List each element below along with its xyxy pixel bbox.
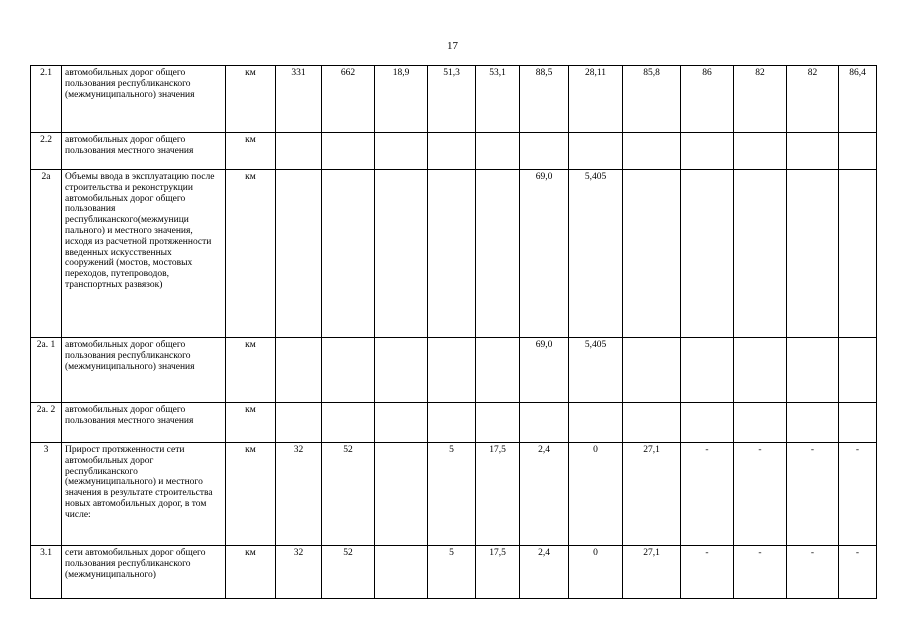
- value-cell: [787, 170, 839, 338]
- row-number-cell: 2а. 2: [31, 403, 62, 443]
- row-unit-cell: км: [226, 443, 276, 546]
- value-cell: 18,9: [375, 66, 428, 133]
- table-row: [31, 170, 877, 338]
- row-number-cell: 2.2: [31, 133, 62, 170]
- row-unit-cell: км: [226, 403, 276, 443]
- value-cell: [681, 338, 734, 403]
- value-cell: 82: [787, 66, 839, 133]
- value-cell: 53,1: [476, 66, 520, 133]
- value-cell: [520, 403, 569, 443]
- value-cell: [623, 170, 681, 338]
- value-cell: [734, 170, 787, 338]
- row-unit-cell: км: [226, 133, 276, 170]
- value-cell: [476, 338, 520, 403]
- value-cell: 0: [569, 443, 623, 546]
- value-cell: 5: [428, 443, 476, 546]
- value-cell: 662: [322, 66, 375, 133]
- value-cell: -: [681, 546, 734, 599]
- value-cell: [322, 403, 375, 443]
- value-cell: [276, 403, 322, 443]
- value-cell: 82: [734, 66, 787, 133]
- value-cell: [375, 170, 428, 338]
- value-cell: [734, 403, 787, 443]
- row-number-cell: 2а: [31, 170, 62, 338]
- row-unit-cell: км: [226, 170, 276, 338]
- value-cell: [623, 338, 681, 403]
- value-cell: [681, 170, 734, 338]
- value-cell: [428, 338, 476, 403]
- value-cell: -: [839, 443, 877, 546]
- value-cell: [569, 133, 623, 170]
- value-cell: [734, 338, 787, 403]
- value-cell: [476, 170, 520, 338]
- value-cell: [569, 403, 623, 443]
- value-cell: [623, 133, 681, 170]
- value-cell: 5,405: [569, 338, 623, 403]
- row-description-cell: сети автомобильных дорог общего пользования республиканского (межмуниципального): [62, 546, 226, 599]
- value-cell: [681, 133, 734, 170]
- row-description-cell: автомобильных дорог общего пользования местного значения: [62, 403, 226, 443]
- row-unit-cell: км: [226, 338, 276, 403]
- value-cell: 52: [322, 546, 375, 599]
- value-cell: 2,4: [520, 546, 569, 599]
- value-cell: -: [787, 443, 839, 546]
- value-cell: [476, 403, 520, 443]
- table-row: [31, 66, 877, 133]
- row-number-cell: 3.1: [31, 546, 62, 599]
- value-cell: [787, 403, 839, 443]
- value-cell: [476, 133, 520, 170]
- row-description-cell: автомобильных дорог общего пользования республиканского (межмуниципального) значения: [62, 66, 226, 133]
- table-row: [31, 546, 877, 599]
- value-cell: 86,4: [839, 66, 877, 133]
- data-table: [30, 65, 877, 599]
- value-cell: 69,0: [520, 170, 569, 338]
- value-cell: [623, 403, 681, 443]
- value-cell: -: [734, 443, 787, 546]
- value-cell: 5: [428, 546, 476, 599]
- table-row: [31, 133, 877, 170]
- value-cell: 69,0: [520, 338, 569, 403]
- value-cell: [787, 338, 839, 403]
- value-cell: 331: [276, 66, 322, 133]
- value-cell: [375, 338, 428, 403]
- row-number-cell: 2.1: [31, 66, 62, 133]
- value-cell: [839, 170, 877, 338]
- row-unit-cell: км: [226, 66, 276, 133]
- value-cell: -: [681, 443, 734, 546]
- value-cell: [428, 403, 476, 443]
- value-cell: 86: [681, 66, 734, 133]
- value-cell: [734, 133, 787, 170]
- value-cell: -: [734, 546, 787, 599]
- value-cell: 32: [276, 546, 322, 599]
- value-cell: -: [839, 546, 877, 599]
- value-cell: [787, 133, 839, 170]
- page-number: 17: [447, 40, 458, 52]
- value-cell: [839, 338, 877, 403]
- value-cell: [322, 170, 375, 338]
- value-cell: [839, 133, 877, 170]
- value-cell: [681, 403, 734, 443]
- value-cell: 28,11: [569, 66, 623, 133]
- row-description-cell: автомобильных дорог общего пользования республиканского (межмуниципального) значения: [62, 338, 226, 403]
- value-cell: [375, 403, 428, 443]
- value-cell: [520, 133, 569, 170]
- value-cell: 52: [322, 443, 375, 546]
- value-cell: [428, 170, 476, 338]
- value-cell: [375, 443, 428, 546]
- value-cell: [276, 170, 322, 338]
- value-cell: [839, 403, 877, 443]
- value-cell: 88,5: [520, 66, 569, 133]
- table-row: [31, 443, 877, 546]
- value-cell: [428, 133, 476, 170]
- value-cell: 27,1: [623, 443, 681, 546]
- value-cell: 5,405: [569, 170, 623, 338]
- row-description-cell: Прирост протяженности сети автомобильных дорог республиканского (межмуниципального) и местного значения в результате строительства новых автомобильных дорог, в том числе:: [62, 443, 226, 546]
- value-cell: 32: [276, 443, 322, 546]
- value-cell: 17,5: [476, 443, 520, 546]
- row-unit-cell: км: [226, 546, 276, 599]
- value-cell: 85,8: [623, 66, 681, 133]
- value-cell: [375, 133, 428, 170]
- value-cell: 2,4: [520, 443, 569, 546]
- value-cell: 0: [569, 546, 623, 599]
- row-description-cell: автомобильных дорог общего пользования местного значения: [62, 133, 226, 170]
- table-row: [31, 338, 877, 403]
- value-cell: [322, 133, 375, 170]
- row-description-cell: Объемы ввода в эксплуатацию после строительства и реконструкции автомобильных дорог общего пользования республиканского(межмуници пального) и местного значения, исходя из расчетной протяженности введенных искусственных сооружений (мостов, мостовых переходов, путепроводов, транспортных развязок): [62, 170, 226, 338]
- value-cell: [322, 338, 375, 403]
- value-cell: 51,3: [428, 66, 476, 133]
- value-cell: [276, 133, 322, 170]
- row-number-cell: 3: [31, 443, 62, 546]
- table-row: [31, 403, 877, 443]
- value-cell: [276, 338, 322, 403]
- value-cell: 17,5: [476, 546, 520, 599]
- value-cell: -: [787, 546, 839, 599]
- value-cell: [375, 546, 428, 599]
- row-number-cell: 2а. 1: [31, 338, 62, 403]
- value-cell: 27,1: [623, 546, 681, 599]
